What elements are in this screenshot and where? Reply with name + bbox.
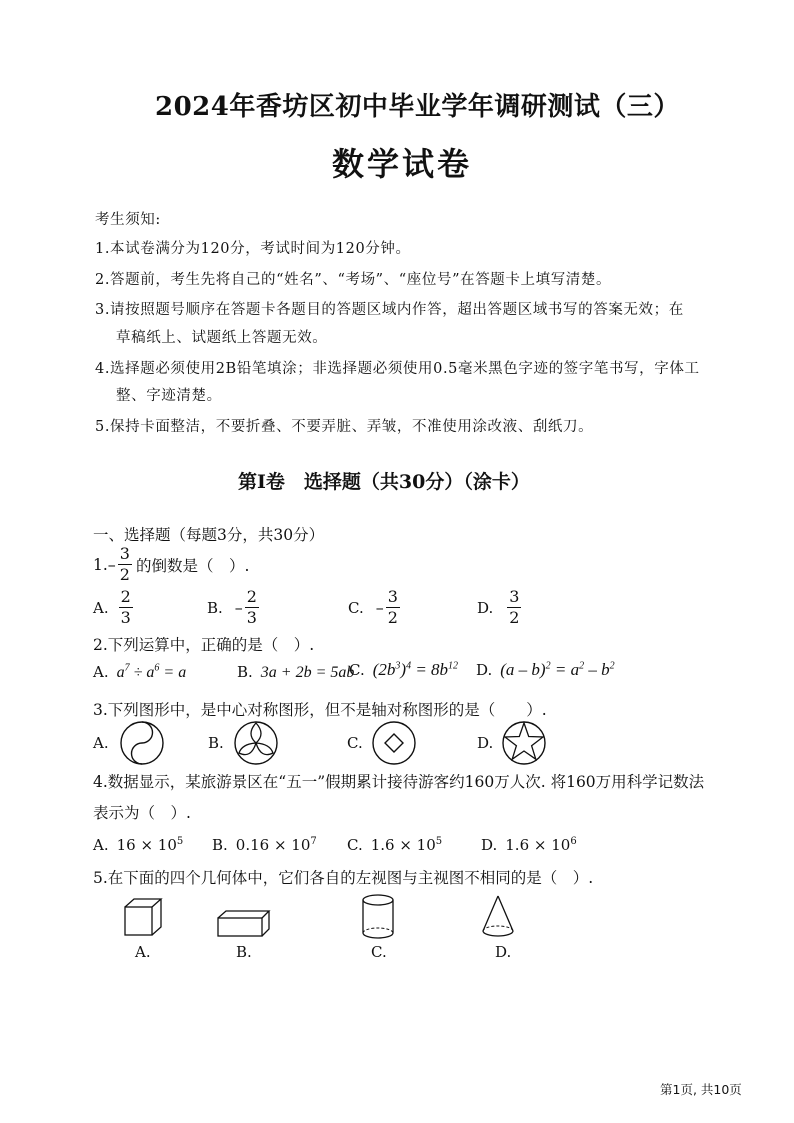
q1-option-a: A. $\frac{2}{3}$ <box>93 587 131 627</box>
question-3: 3.下列图形中，是中心对称图形，但不是轴对称图形的是（ ）. <box>93 701 547 719</box>
notice-item: 4.选择题必须使用2B铅笔填涂；非选择题必须使用0.5毫米黑色字迹的签字笔书写，字体工 <box>95 361 700 377</box>
q3-option-b-label: B. <box>208 734 224 752</box>
section-title: 第Ⅰ卷 选择题（共30分）（涂卡） <box>238 471 530 493</box>
q5-option-b-label: B. <box>236 943 252 961</box>
three-petal-figure-icon <box>232 720 280 766</box>
q2-option-b: B. 3a + 2b = 5ab <box>237 663 355 681</box>
q3-option-c-label: C. <box>347 734 363 752</box>
page-number: 第1页, 共10页 <box>660 1082 742 1097</box>
notice-heading: 考生须知: <box>95 212 161 228</box>
negative-sign: – <box>107 555 116 574</box>
q4-option-b: B. $0.16 \times 10^7$ <box>212 836 317 854</box>
notice-item: 3.请按照题号顺序在答题卡各题目的答题区域内作答，超出答题区域书写的答案无效；在 <box>95 302 684 318</box>
exam-subtitle: 数学试卷 <box>332 145 473 183</box>
question-5: 5.在下面的四个几何体中，它们各自的左视图与主视图不相同的是（ ）. <box>93 869 594 887</box>
diamond-in-circle-figure-icon <box>370 720 418 766</box>
fraction: $\frac{2}{3}$ <box>120 587 131 627</box>
cone-figure-icon <box>478 893 518 941</box>
question-2: 2.下列运算中，正确的是（ ）. <box>93 636 315 654</box>
fraction: $\frac{3}{2}$ <box>509 587 520 627</box>
q3-option-a-label: A. <box>93 734 109 752</box>
notice-item: 1.本试卷满分为120分，考试时间为120分钟。 <box>95 241 411 257</box>
question-number: 1. <box>93 555 108 574</box>
fraction: $\frac{2}{3}$ <box>246 587 257 627</box>
question-4: 4.数据显示，某旅游景区在“五一”假期累计接待游客约160万人次. 将160万用科学记数法 <box>93 773 705 791</box>
q5-option-c-label: C. <box>371 943 387 961</box>
q2-option-d: D. $(a - b)^2 = a^2 - b^2$ <box>476 660 615 679</box>
question-4-continued: 表示为（ ）. <box>93 804 191 822</box>
q3-option-d-label: D. <box>477 734 494 752</box>
yin-yang-figure-icon <box>118 720 166 766</box>
q4-option-c: C. $1.6 \times 10^5$ <box>347 836 443 854</box>
q1-option-b: B. – $\frac{2}{3}$ <box>207 587 257 627</box>
q5-option-d-label: D. <box>495 943 512 961</box>
notice-item-continued: 整、字迹清楚。 <box>116 388 222 404</box>
question-text: 的倒数是（ ）. <box>135 556 250 575</box>
q4-option-a: A. $16 \times 10^5$ <box>93 836 184 854</box>
cube-figure-icon <box>122 896 164 938</box>
q1-option-c: C. – $\frac{3}{2}$ <box>348 587 398 627</box>
notice-item: 2.答题前，考生先将自己的“姓名”、“考场”、“座位号”在答题卡上填写清楚。 <box>95 272 612 288</box>
cuboid-figure-icon <box>216 909 272 939</box>
exam-title: 2024年香坊区初中毕业学年调研测试（三） <box>155 92 680 122</box>
q1-option-d: D. $\frac{3}{2}$ <box>477 587 520 627</box>
q2-option-a: A. $a^7 \div a^6 = a$ <box>93 663 187 682</box>
notice-item: 5.保持卡面整洁，不要折叠、不要弄脏、弄皱，不准使用涂改液、刮纸刀。 <box>95 419 594 435</box>
q2-option-c: C. $(2b^3)^4 = 8b^{12}$ <box>349 660 459 679</box>
cylinder-figure-icon <box>358 893 398 941</box>
q5-option-a-label: A. <box>135 943 151 961</box>
star-in-circle-figure-icon <box>500 720 548 766</box>
fraction: $\frac{3}{2}$ <box>119 544 130 584</box>
part-heading: 一、选择题（每题3分，共30分） <box>93 526 325 544</box>
fraction: $\frac{3}{2}$ <box>387 587 398 627</box>
notice-item-continued: 草稿纸上、试题纸上答题无效。 <box>116 330 328 346</box>
question-1 <box>93 546 249 583</box>
q4-option-d: D. $1.6 \times 10^6$ <box>481 836 577 854</box>
